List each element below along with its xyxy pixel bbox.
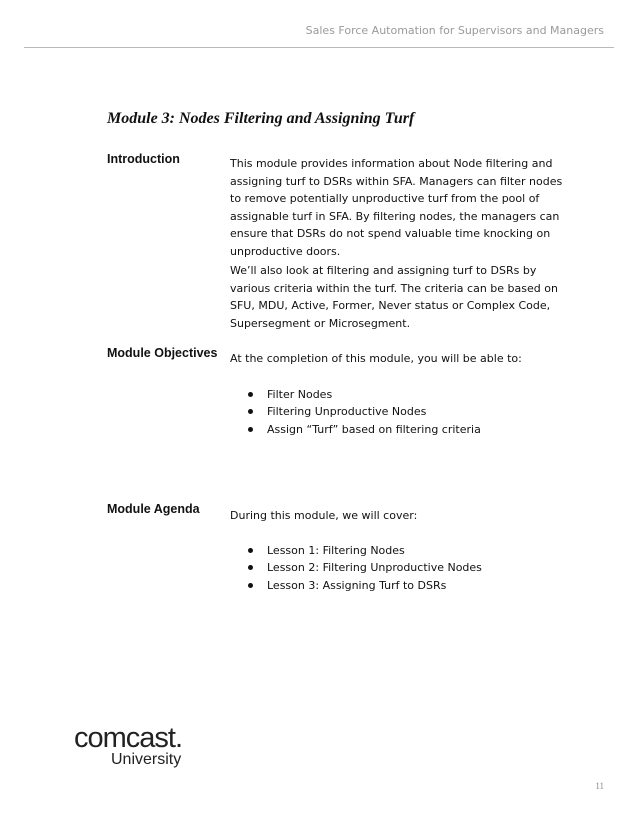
objectives-intro: At the completion of this module, you will be able to:	[230, 352, 522, 365]
logo-subtitle: University	[111, 751, 182, 768]
introduction-paragraph-1: This module provides information about Node filtering and assigning turf to DSRs within SFA. Managers can filter nodes to remove potentially unproductive turf from the pool of assignable turf in SFA. By filtering nodes, the managers can ensure that DSRs do not spend valuable time knocking on unproductive doors.	[230, 157, 563, 258]
objectives-list	[248, 386, 481, 438]
module-title: Module 3: Nodes Filtering and Assigning Turf	[107, 110, 415, 127]
list-item: Filtering Unproductive Nodes	[248, 403, 481, 420]
list-item: Lesson 2: Filtering Unproductive Nodes	[248, 559, 482, 576]
page-number: 11	[595, 781, 604, 791]
agenda-intro: During this module, we will cover:	[230, 509, 418, 522]
agenda-label: Module Agenda	[107, 502, 200, 516]
running-header: Sales Force Automation for Supervisors and Managers	[305, 24, 604, 37]
logo-wordmark: comcast.	[74, 722, 183, 754]
list-item: Filter Nodes	[248, 386, 481, 403]
header-divider	[24, 47, 614, 48]
list-item: Lesson 3: Assigning Turf to DSRs	[248, 577, 482, 594]
introduction-paragraph-2: We’ll also look at filtering and assigning turf to DSRs by various criteria within the turf. The criteria can be based on SFU, MDU, Active, Former, Never status or Complex Code, Supersegment or Microsegment.	[230, 264, 558, 330]
list-item: Lesson 1: Filtering Nodes	[248, 542, 482, 559]
agenda-list	[248, 542, 482, 594]
introduction-label: Introduction	[107, 152, 180, 166]
objectives-label: Module Objectives	[107, 346, 218, 360]
list-item: Assign “Turf” based on filtering criteria	[248, 421, 481, 438]
comcast-university-logo	[74, 722, 204, 772]
